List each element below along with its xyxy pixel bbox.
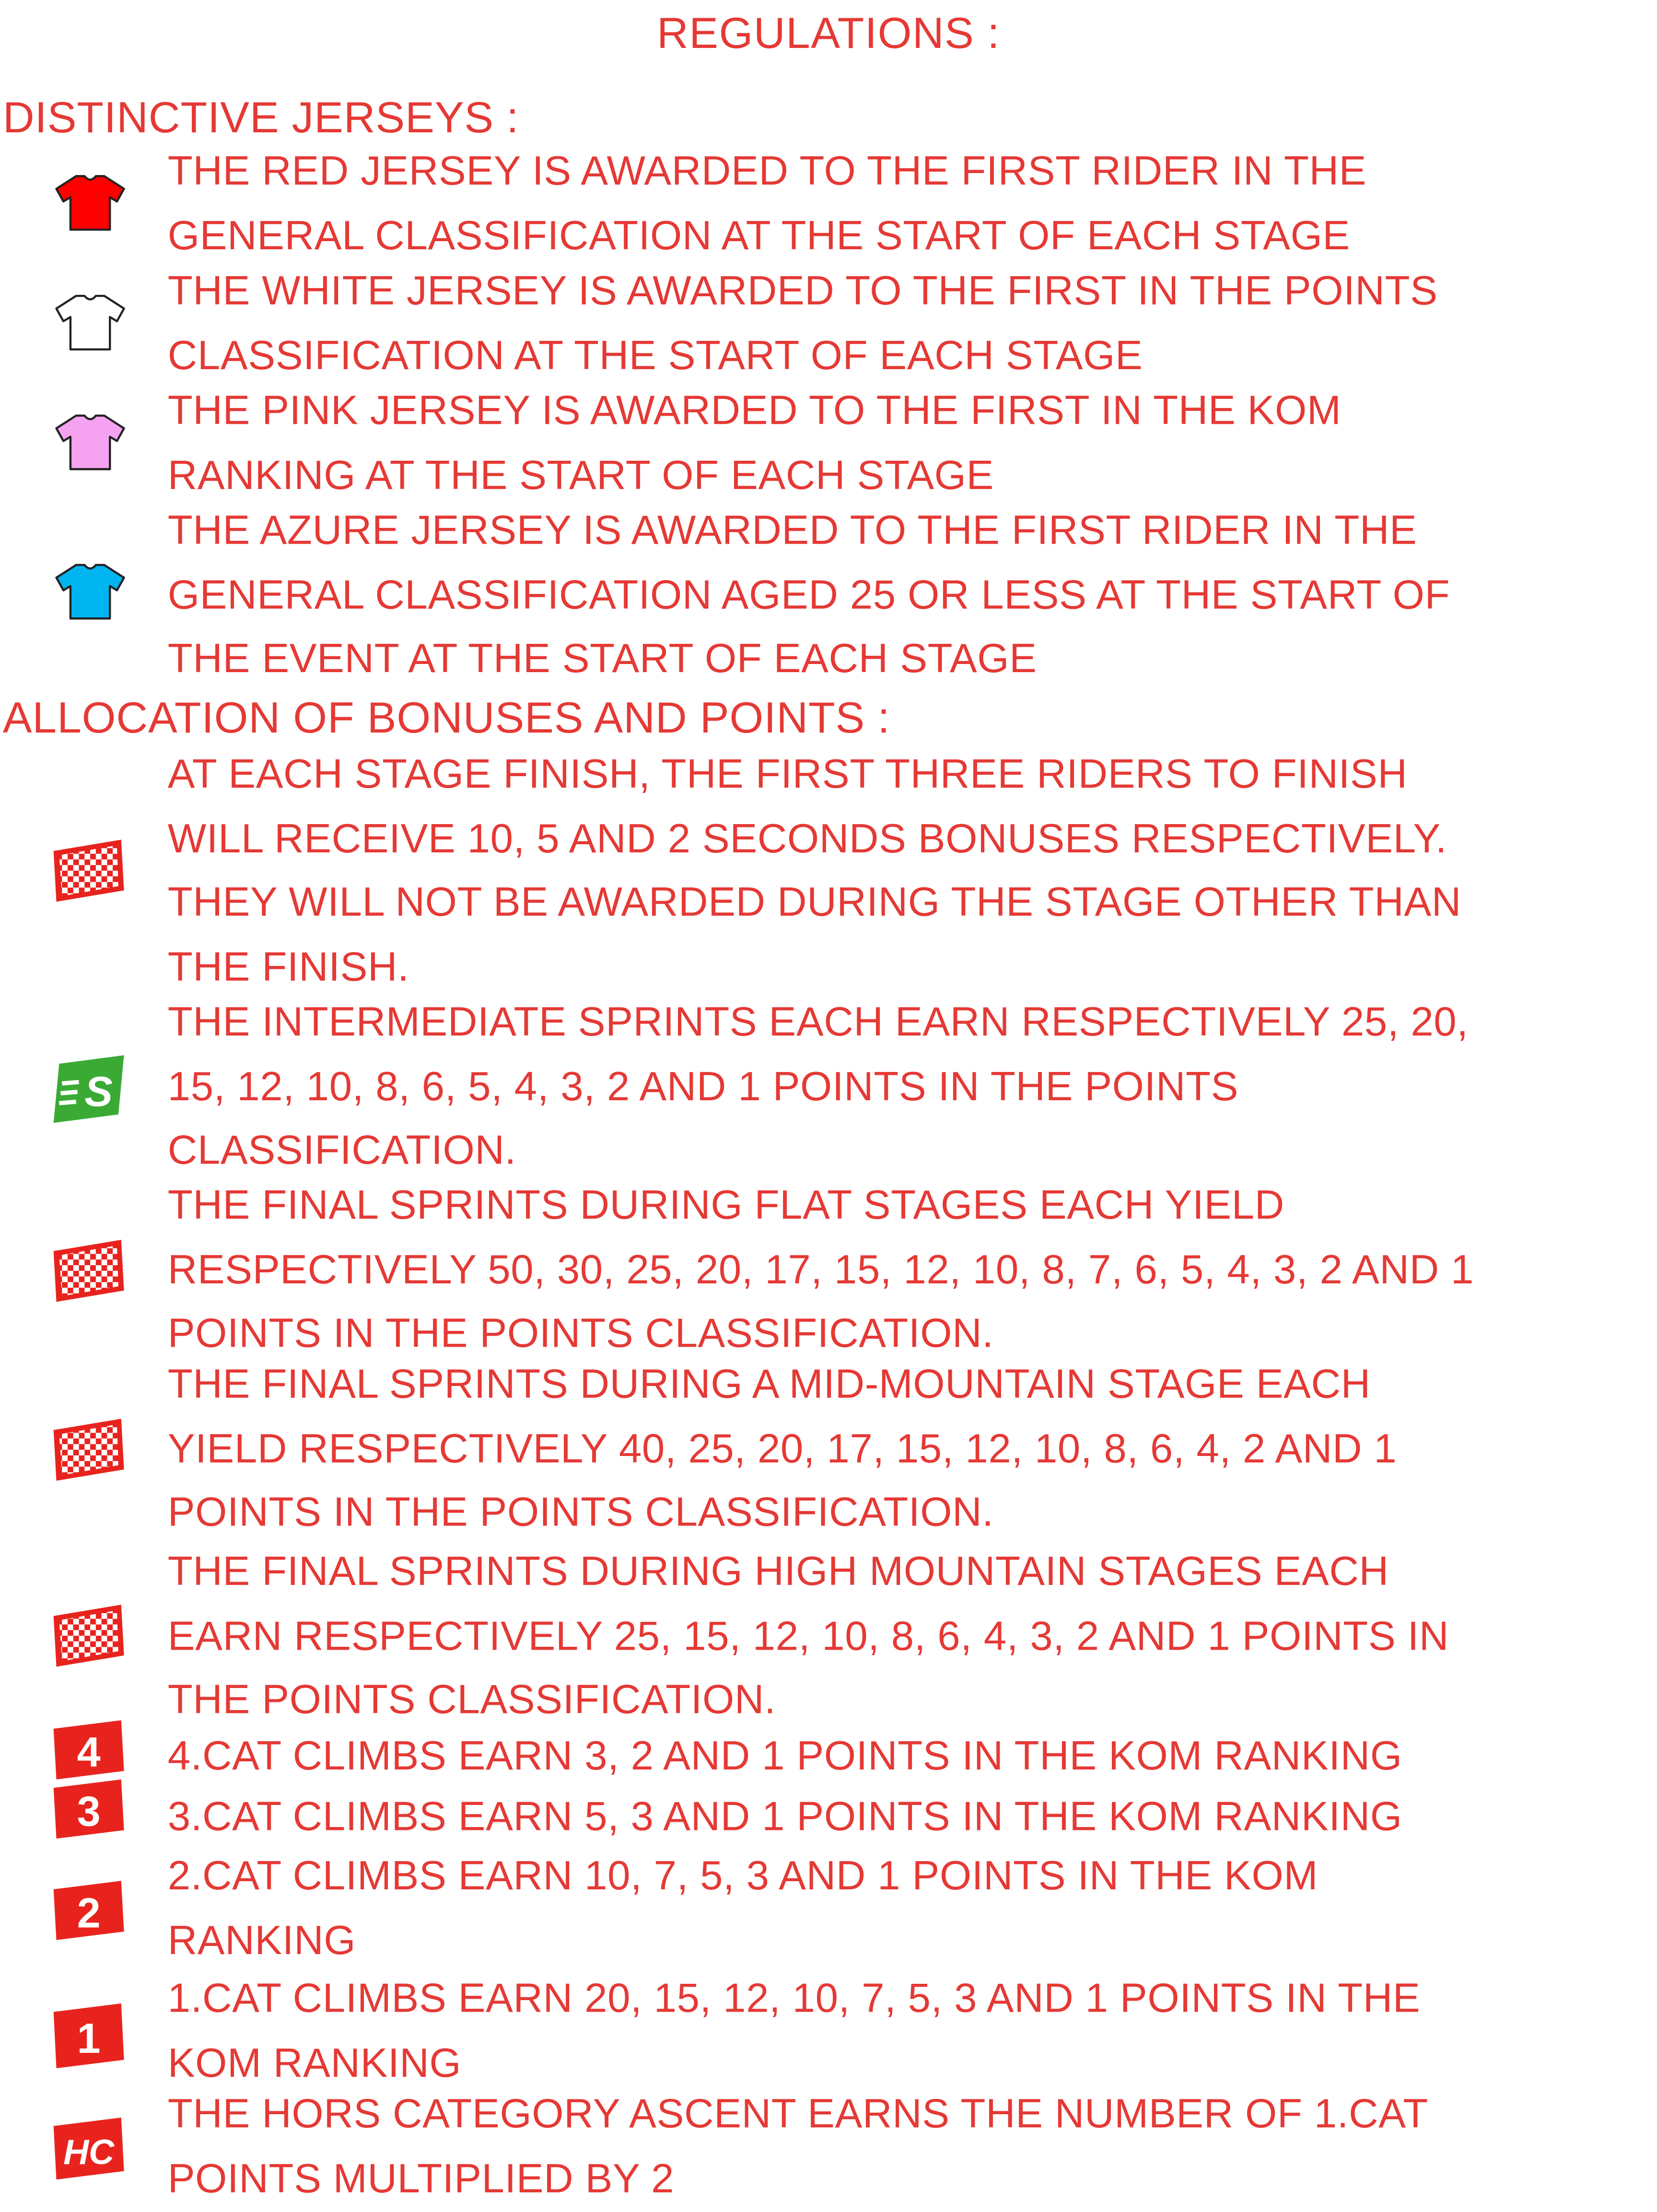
jersey-rule-pink: THE PINK JERSEY IS AWARDED TO THE FIRST IN THE KOM RANKING AT THE START OF EACH STAGE bbox=[167, 389, 1342, 498]
rule-flat-stage-sprints: THE FINAL SPRINTS DURING FLAT STAGES EACH YIELD RESPECTIVELY 50, 30, 25, 20, 17, 15, 12, 10, 8, 7, 6, 5, 4, 3, 2 AND 1 POINTS IN THE POINTS CLASSIFICATION. bbox=[167, 1183, 1474, 1357]
svg-text:3: 3 bbox=[77, 1787, 101, 1835]
svg-text:1: 1 bbox=[77, 2014, 101, 2062]
category-2-climb-icon bbox=[51, 1881, 127, 1940]
rule-cat1-climbs: 1.CAT CLIMBS EARN 20, 15, 12, 10, 7, 5, 3 AND 1 POINTS IN THE KOM RANKING bbox=[167, 1977, 1421, 2086]
svg-text:S: S bbox=[84, 1067, 113, 1115]
rule-cat3-climbs: 3.CAT CLIMBS EARN 5, 3 AND 1 POINTS IN THE KOM RANKING bbox=[167, 1795, 1402, 1840]
checkered-flag-icon bbox=[51, 1237, 127, 1304]
rule-cat4-climbs: 4.CAT CLIMBS EARN 3, 2 AND 1 POINTS IN THE KOM RANKING bbox=[167, 1734, 1402, 1780]
white-jersey-icon bbox=[54, 291, 127, 353]
checkered-flag-icon bbox=[51, 1416, 127, 1483]
hors-category-climb-icon bbox=[51, 2118, 127, 2179]
red-jersey-icon bbox=[54, 172, 127, 234]
svg-text:2: 2 bbox=[77, 1889, 101, 1937]
jersey-rule-azure: THE AZURE JERSEY IS AWARDED TO THE FIRST RIDER IN THE GENERAL CLASSIFICATION AGED 25 OR LESS AT THE START OF THE EVENT AT THE START OF EACH STAGE bbox=[167, 508, 1450, 682]
jersey-rule-white: THE WHITE JERSEY IS AWARDED TO THE FIRST IN THE POINTS CLASSIFICATION AT THE START OF EACH STAGE bbox=[167, 269, 1438, 379]
category-3-climb-icon bbox=[51, 1780, 127, 1839]
jerseys-heading: DISTINCTIVE JERSEYS : bbox=[2, 93, 519, 142]
page-title: REGULATIONS : bbox=[656, 8, 1000, 58]
rule-high-mountain-sprints: THE FINAL SPRINTS DURING HIGH MOUNTAIN STAGES EACH EARN RESPECTIVELY 25, 15, 12, 10, 8, 6, 4, 3, 2 AND 1 POINTS IN THE POINTS CLASSIFICATION. bbox=[167, 1549, 1449, 1723]
bonuses-heading: ALLOCATION OF BONUSES AND POINTS : bbox=[2, 693, 890, 743]
category-1-climb-icon bbox=[51, 2003, 127, 2068]
rule-intermediate-sprints: THE INTERMEDIATE SPRINTS EACH EARN RESPECTIVELY 25, 20, 15, 12, 10, 8, 6, 5, 4, 3, 2 AND 1 POINTS IN THE POINTS CLASSIFICATION. bbox=[167, 1000, 1469, 1174]
checkered-flag-icon bbox=[51, 1602, 127, 1669]
checkered-flag-icon bbox=[51, 837, 127, 905]
rule-mid-mountain-sprints: THE FINAL SPRINTS DURING A MID-MOUNTAIN STAGE EACH YIELD RESPECTIVELY 40, 25, 20, 17, 15, 12, 10, 8, 6, 4, 2 AND 1 POINTS IN THE POINTS CLASSIFICATION. bbox=[167, 1362, 1397, 1536]
pink-jersey-icon bbox=[54, 411, 127, 473]
svg-text:4: 4 bbox=[77, 1728, 101, 1776]
azure-jersey-icon bbox=[54, 561, 127, 623]
sprint-icon bbox=[51, 1052, 127, 1126]
jersey-rule-red: THE RED JERSEY IS AWARDED TO THE FIRST RIDER IN THE GENERAL CLASSIFICATION AT THE START OF EACH STAGE bbox=[167, 149, 1367, 259]
rule-cat2-climbs: 2.CAT CLIMBS EARN 10, 7, 5, 3 AND 1 POINTS IN THE KOM RANKING bbox=[167, 1854, 1318, 1964]
rule-stage-finish-bonus: AT EACH STAGE FINISH, THE FIRST THREE RIDERS TO FINISH WILL RECEIVE 10, 5 AND 2 SECONDS BONUSES RESPECTIVELY. THEY WILL NOT BE AWARDED DURING THE STAGE OTHER THAN THE FINISH. bbox=[167, 752, 1461, 990]
category-4-climb-icon bbox=[51, 1720, 127, 1779]
rule-hors-category: THE HORS CATEGORY ASCENT EARNS THE NUMBER OF 1.CAT POINTS MULTIPLIED BY 2 bbox=[167, 2092, 1428, 2201]
svg-text:HC: HC bbox=[63, 2131, 115, 2172]
